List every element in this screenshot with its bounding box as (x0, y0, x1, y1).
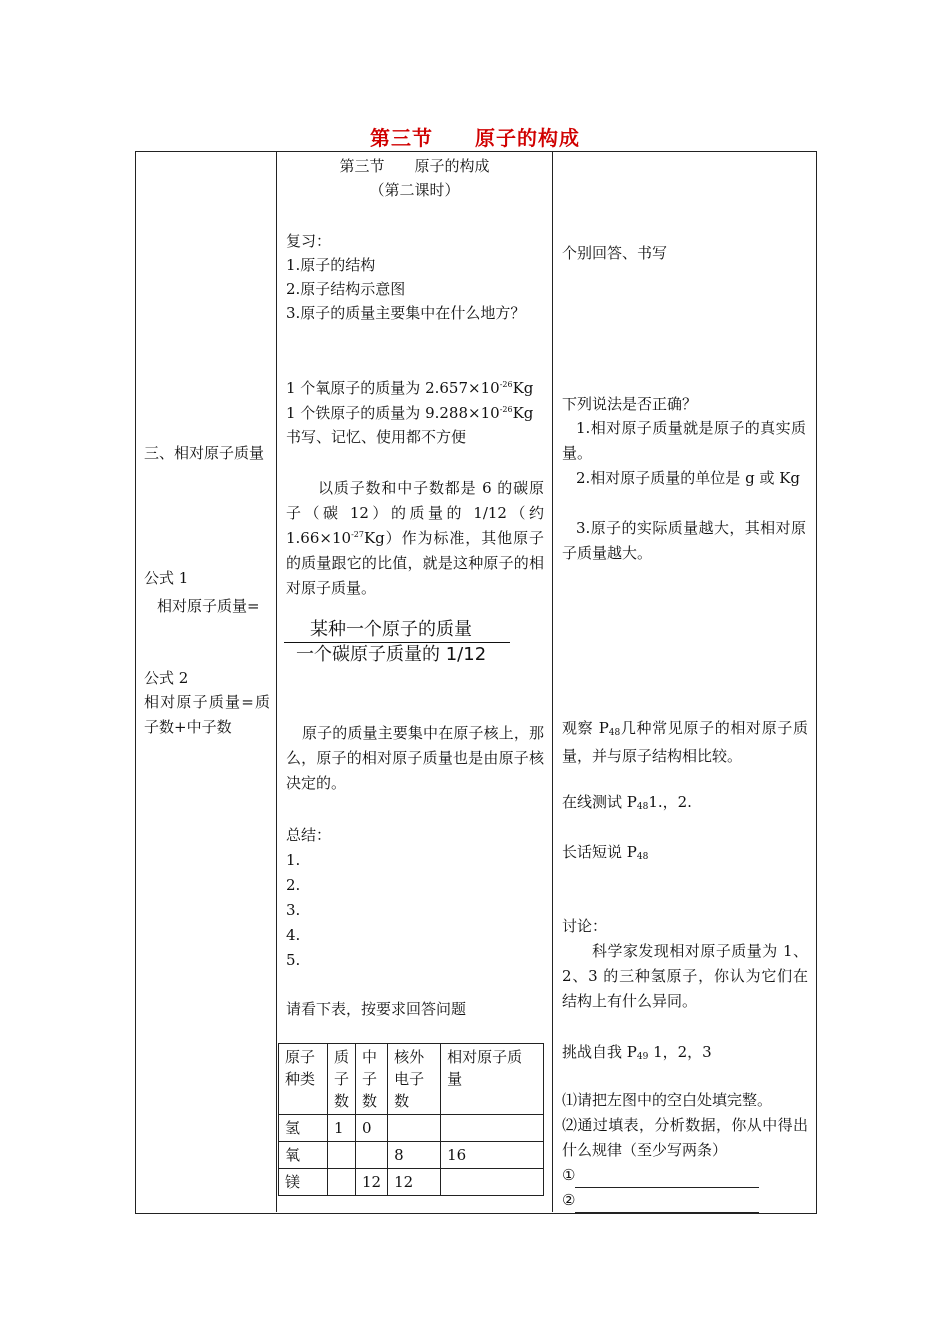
table-header-cell: 相对原子质量 (441, 1044, 544, 1115)
review-item: 2.原子结构示意图 (286, 280, 406, 298)
table-header-row (279, 1044, 544, 1115)
summary-item: 3. (286, 901, 301, 919)
summary-item: 1. (286, 851, 301, 869)
review-item: 3.原子的质量主要集中在什么地方？ (286, 304, 526, 322)
inconvenient-note: 书写、记忆、使用都不方便 (286, 428, 467, 446)
table-cell (441, 1115, 544, 1142)
summary-item: 5. (286, 951, 301, 969)
iron-mass-exponent: -26 (499, 405, 513, 414)
column-divider-right (552, 151, 553, 1212)
long-short-page: 48 (636, 852, 649, 862)
table-header-cell: 原子种类 (279, 1044, 328, 1115)
definition-paragraph (286, 476, 544, 601)
column-divider-left (276, 151, 277, 1212)
long-short-pre: 长话短说 P (562, 843, 637, 861)
table-row (279, 1169, 544, 1196)
table-cell (328, 1142, 356, 1169)
online-test-pre: 在线测试 P (562, 793, 637, 811)
challenge (562, 1040, 712, 1068)
table-cell: 16 (441, 1142, 544, 1169)
observe-instruction (562, 716, 808, 769)
question-2: ⑵通过填表，分析数据，你从中得出什么规律（至少写两条） (562, 1116, 808, 1159)
table-cell: 12 (356, 1169, 388, 1196)
lesson-header: 第三节 原子的构成 (339, 157, 490, 175)
answer-line-1 (562, 1163, 759, 1188)
review-label: 复习： (286, 232, 332, 250)
oxygen-mass-text: 1 个氧原子的质量为 2.657×10 (286, 379, 500, 397)
judge-item: 3.原子的实际质量越大，其相对原子质量越大。 (562, 519, 806, 562)
formula1-label: 公式 1 (144, 569, 189, 587)
table-cell: 氧 (279, 1142, 328, 1169)
answer-blank-2[interactable] (575, 1196, 759, 1213)
oxygen-mass-unit: Kg (512, 379, 534, 397)
discuss-text: 科学家发现相对原子质量为 1、2、3 的三种氢原子，你认为它们在结构上有什么异同。 (562, 942, 808, 1010)
review-item: 1.原子的结构 (286, 256, 376, 274)
judge-label: 下列说法是否正确？ (562, 395, 698, 413)
section-heading: 三、相对原子质量 (144, 444, 265, 462)
table-cell (441, 1169, 544, 1196)
observe-pre: 观察 P (562, 719, 609, 737)
fraction-numerator: 某种一个原子的质量 (310, 619, 472, 640)
iron-mass-text: 1 个铁原子的质量为 9.288×10 (286, 404, 500, 422)
oxygen-mass-exponent: -26 (499, 380, 513, 389)
answer-marker-2: ② (562, 1191, 576, 1209)
iron-mass-unit: Kg (512, 404, 534, 422)
question-1: ⑴请把左图中的空白处填完整。 (562, 1091, 773, 1109)
online-test-post: 1.，2. (648, 793, 692, 811)
table-cell (328, 1169, 356, 1196)
atom-data-table (278, 1043, 544, 1196)
lesson-subheader: （第二课时） (369, 181, 460, 199)
observe-post: 几种常见原子的相对原子质量，并与原子结构相比较。 (562, 719, 808, 765)
table-header-cell: 核外电子数 (388, 1044, 441, 1115)
definition-text-b: Kg）作为标准，其他原子的质量跟它的比值，就是这种原子的相对原子质量。 (286, 529, 544, 597)
table-cell: 镁 (279, 1169, 328, 1196)
fraction-denominator: 一个碳原子质量的 1/12 (296, 644, 487, 665)
table-cell (388, 1115, 441, 1142)
page-title: 第三节 原子的构成 (370, 126, 580, 150)
online-test (562, 790, 692, 818)
table-cell: 12 (388, 1169, 441, 1196)
table-row (279, 1115, 544, 1142)
discuss-label: 讨论： (562, 917, 608, 935)
answer-line-2 (562, 1188, 759, 1213)
formula2-text: 相对原子质量=质子数+中子数 (144, 693, 270, 736)
summary-item: 2. (286, 876, 301, 894)
formula2-label: 公式 2 (144, 669, 189, 687)
online-test-page: 48 (636, 802, 649, 812)
table-cell: 8 (388, 1142, 441, 1169)
challenge-post: 1，2，3 (648, 1043, 712, 1061)
table-cell: 氢 (279, 1115, 328, 1142)
oxygen-mass-line (286, 376, 533, 401)
formula1-text: 相对原子质量= (157, 597, 260, 615)
summary-item: 4. (286, 926, 301, 944)
formula-fraction (284, 618, 514, 667)
table-cell: 1 (328, 1115, 356, 1142)
judge-item: 1.相对原子质量就是原子的真实质量。 (562, 419, 806, 462)
table-header-cell: 中子数 (356, 1044, 388, 1115)
challenge-page: 49 (636, 1052, 649, 1062)
table-cell: 0 (356, 1115, 388, 1142)
summary-label: 总结： (286, 826, 332, 844)
table-row (279, 1142, 544, 1169)
judge-item: 2.相对原子质量的单位是 g 或 Kg (576, 469, 801, 487)
nucleus-paragraph: 原子的质量主要集中在原子核上，那么，原子的相对原子质量也是由原子核决定的。 (286, 724, 544, 792)
definition-text-a: 以质子数和中子数都是 6 的碳原子（碳 12）的质量的 1/12（约 1.66×10 (286, 479, 544, 547)
answer-marker-1: ① (562, 1166, 576, 1184)
answer-blank-1[interactable] (575, 1171, 759, 1188)
table-prompt: 请看下表，按要求回答问题 (286, 1000, 467, 1018)
table-cell (356, 1142, 388, 1169)
long-short (562, 840, 648, 868)
definition-exponent: -27 (351, 530, 364, 539)
table-header-cell: 质子数 (328, 1044, 356, 1115)
iron-mass-line (286, 401, 533, 426)
challenge-pre: 挑战自我 P (562, 1043, 637, 1061)
observe-page: 48 (608, 728, 621, 738)
answer-note: 个别回答、书写 (562, 244, 668, 262)
